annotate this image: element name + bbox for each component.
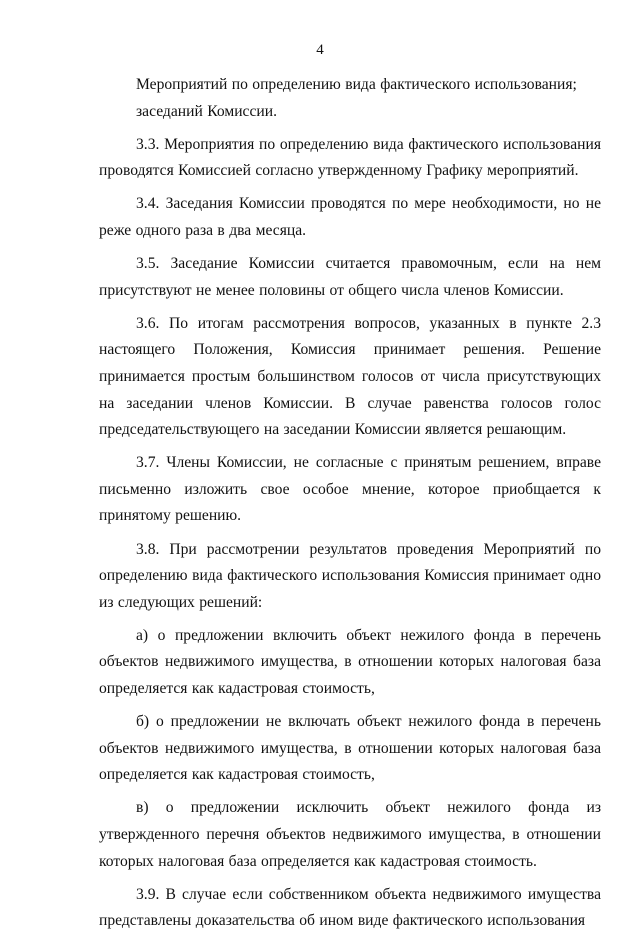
paragraph-3-7: 3.7. Члены Комиссии, не согласные с принятым решением, вправе письменно изложить свое особое мнение, которое приобщается к принятому решению. <box>99 454 601 525</box>
paragraph-3-8-b: б) о предложении не включать объект нежилого фонда в перечень объектов недвижимого имущества, в отношении которых налоговая база определяется как кадастровая стоимость, <box>99 713 601 784</box>
paragraph-list-item-1: Мероприятий по определению вида фактического использования; <box>136 76 577 93</box>
paragraph-list-item-2: заседаний Комиссии. <box>136 102 277 120</box>
paragraph-3-4: 3.4. Заседания Комиссии проводятся по мере необходимости, но не реже одного раза в два месяца. <box>99 195 601 239</box>
paragraph-3-8: 3.8. При рассмотрении результатов проведения Мероприятий по определению вида фактического использования Комиссия принимает одно из следующих решений: <box>99 540 601 611</box>
paragraph-3-3: 3.3. Мероприятия по определению вида фактического использования проводятся Комиссией согласно утвержденному Графику мероприятий. <box>99 135 601 180</box>
paragraph-3-9: 3.9. В случае если собственником объекта недвижимого имущества представлены доказательства об ином виде фактического использования <box>99 885 601 930</box>
paragraph-3-6: 3.6. По итогам рассмотрения вопросов, указанных в пункте 2.3 настоящего Положения, Комиссия принимает решения. Решение принимается простым большинством голосов от числа присутствующих на заседании членов Комиссии. В случае равенства голосов голос председательствующего на заседании Комиссии является решающим. <box>99 314 601 439</box>
paragraph-3-8-v: в) о предложении исключить объект нежилого фонда из утвержденного перечня объектов недвижимого имущества, в отношении которых налоговая база определяется как кадастровая стоимость. <box>99 799 601 870</box>
paragraph-3-5: 3.5. Заседание Комиссии считается правомочным, если на нем присутствуют не менее половины от общего числа членов Комиссии. <box>99 255 601 299</box>
page-number: 4 <box>316 42 324 58</box>
paragraph-3-8-a: а) о предложении включить объект нежилого фонда в перечень объектов недвижимого имущества, в отношении которых налоговая база определяется как кадастровая стоимость, <box>99 626 601 697</box>
document-body <box>99 72 601 941</box>
